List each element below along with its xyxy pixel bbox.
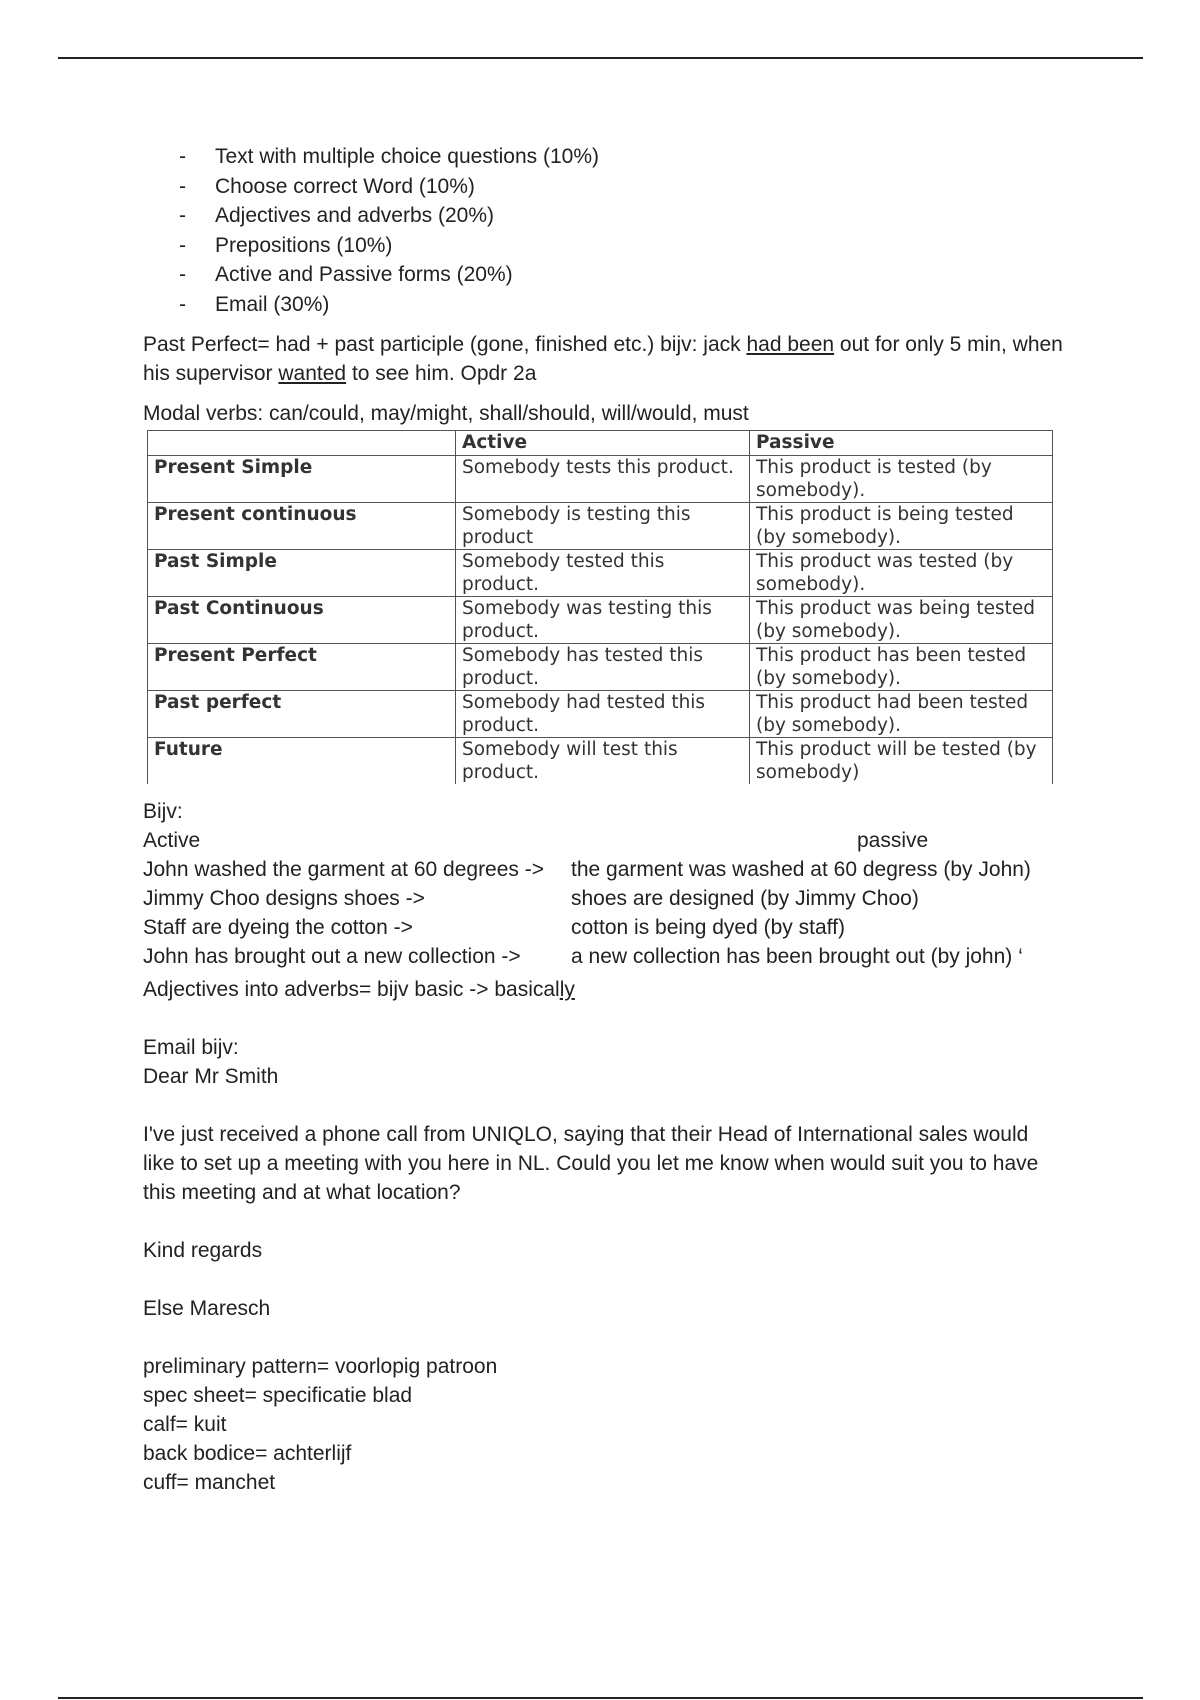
bullet-dash: - — [179, 263, 186, 286]
vocab-item: preliminary pattern= voorlopig patroon — [143, 1355, 498, 1378]
example-row: Jimmy Choo designs shoes -> shoes are designed (by Jimmy Choo) — [143, 887, 919, 910]
list-item: - Adjectives and adverbs (20%) — [179, 201, 1063, 231]
email-greeting: Dear Mr Smith — [143, 1065, 279, 1088]
header-cell-active: Active — [456, 431, 750, 456]
vocab-item: back bodice= achterlijf — [143, 1442, 352, 1465]
list-item: - Prepositions (10%) — [179, 231, 1063, 261]
passive-cell: This product has been tested (by somebody). — [750, 644, 1053, 691]
table-row — [148, 691, 1053, 738]
vocab-item: cuff= manchet — [143, 1471, 276, 1494]
email-closing: Kind regards — [143, 1239, 263, 1262]
example-row: Staff are dyeing the cotton -> cotton is being dyed (by staff) — [143, 916, 845, 939]
header-cell-passive: Passive — [750, 431, 1053, 456]
example-row: John washed the garment at 60 degrees -> the garment was washed at 60 degress (by John) — [143, 858, 1031, 881]
active-cell: Somebody will test this product. — [456, 738, 750, 785]
vocab-item: calf= kuit — [143, 1413, 227, 1436]
examples-header — [143, 826, 1063, 855]
active-cell: Somebody was testing this product. — [456, 597, 750, 644]
bullet-dash: - — [179, 233, 186, 257]
tense-cell: Present Simple — [148, 456, 456, 503]
active-cell: Somebody tested this product. — [456, 550, 750, 597]
bullet-dash: - — [179, 292, 186, 316]
table-row — [148, 597, 1053, 644]
active-cell: Somebody has tested this product. — [456, 644, 750, 691]
table-header-row — [148, 431, 1053, 456]
bottom-rule — [58, 1697, 1143, 1699]
vocab-item: spec sheet= specificatie blad — [143, 1384, 413, 1407]
active-passive-table — [147, 430, 1053, 784]
active-label: Active — [143, 829, 201, 852]
header-cell-tense — [148, 431, 456, 456]
table-row — [148, 644, 1053, 691]
passive-cell: This product is being tested (by somebody). — [750, 503, 1053, 550]
list-item: - Email (30%) — [179, 290, 1063, 320]
active-cell: Somebody is testing this product — [456, 503, 750, 550]
adjectives-line: Adjectives into adverbs= bijv basic -> basically — [143, 978, 575, 1001]
tense-cell: Future — [148, 738, 456, 785]
table-row — [148, 456, 1053, 503]
vocabulary-list — [143, 1352, 1063, 1497]
tense-cell: Past perfect — [148, 691, 456, 738]
active-cell: Somebody tests this product. — [456, 456, 750, 503]
active-cell: Somebody had tested this product. — [456, 691, 750, 738]
passive-cell: This product is tested (by somebody). — [750, 456, 1053, 503]
example-row: John has brought out a new collection -> a new collection has been brought out (by john) ‘ — [143, 945, 1023, 968]
table-row — [148, 550, 1053, 597]
list-item: - Choose correct Word (10%) — [179, 172, 1063, 202]
document-body — [143, 142, 1063, 1497]
email-signature: Else Maresch — [143, 1297, 271, 1320]
exam-parts-list — [143, 142, 1063, 319]
examples-label: Bijv: — [143, 800, 183, 823]
passive-cell: This product was tested (by somebody). — [750, 550, 1053, 597]
email-label: Email bijv: — [143, 1036, 239, 1059]
email-body: I've just received a phone call from UNIQLO, saying that their Head of International sales would like to set up a meeting with you here in NL. Could you let me know when would suit you to have this meeting and at what location? — [143, 1123, 1039, 1204]
passive-cell: This product will be tested (by somebody) — [750, 738, 1053, 785]
examples-section — [143, 797, 1063, 971]
bullet-dash: - — [179, 145, 186, 168]
passive-cell: This product had been tested (by somebody). — [750, 691, 1053, 738]
bullet-dash: - — [179, 174, 186, 198]
past-perfect-paragraph: Past Perfect= had + past participle (gone, finished etc.) bijv: jack had been out for only 5 min, when his supervisor wanted to see him. Opdr 2a — [143, 333, 1063, 385]
tense-cell: Present Perfect — [148, 644, 456, 691]
modal-verbs-line: Modal verbs: can/could, may/might, shall/should, will/would, must — [143, 402, 749, 425]
list-item: - Text with multiple choice questions (10%) — [179, 142, 1063, 172]
passive-cell: This product was being tested (by somebody). — [750, 597, 1053, 644]
passive-label: passive — [857, 829, 929, 852]
table-row — [148, 738, 1053, 785]
bullet-dash: - — [179, 204, 186, 227]
top-rule — [58, 57, 1143, 59]
tense-cell: Past Continuous — [148, 597, 456, 644]
list-item: - Active and Passive forms (20%) — [179, 260, 1063, 290]
table-row — [148, 503, 1053, 550]
tense-cell: Present continuous — [148, 503, 456, 550]
tense-cell: Past Simple — [148, 550, 456, 597]
